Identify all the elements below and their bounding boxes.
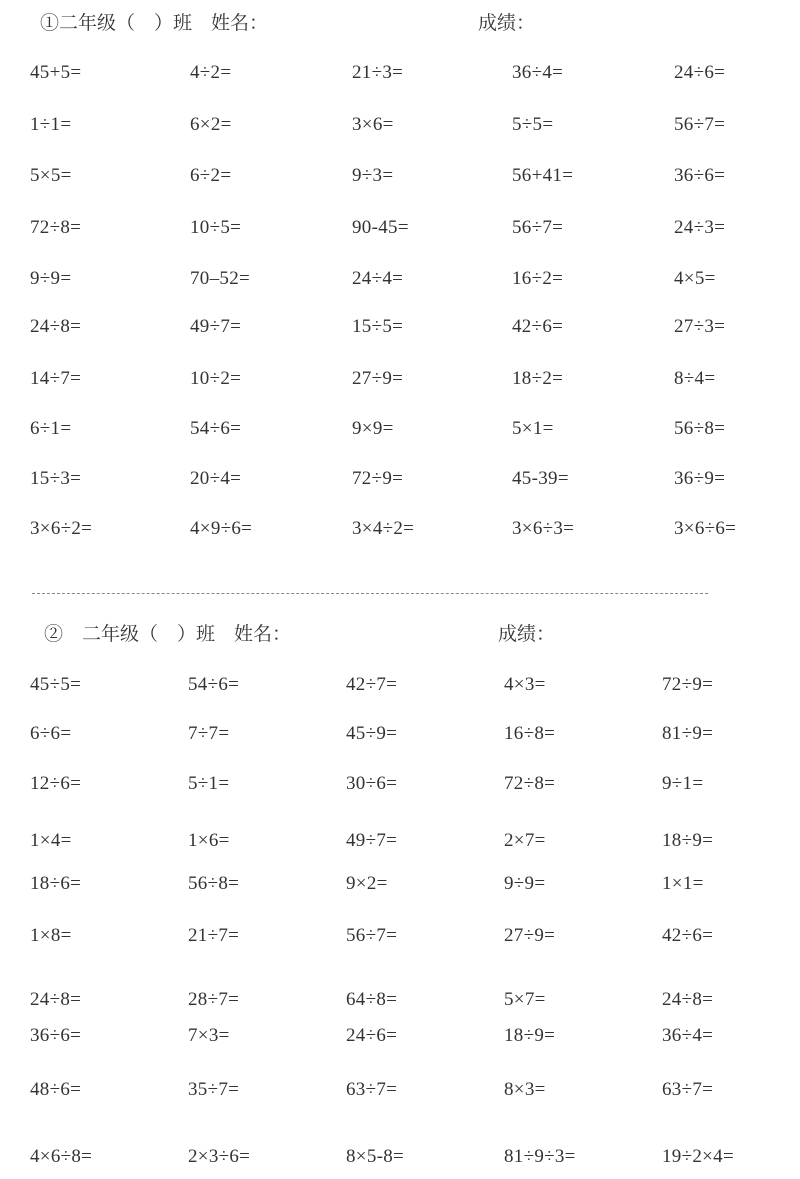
math-problem: 36÷6=: [674, 165, 726, 186]
sheet2-score-label: 成绩：: [498, 623, 556, 645]
math-problem: 6÷6=: [30, 723, 72, 744]
sheet1-row: [0, 114, 800, 144]
math-problem: 70–52=: [190, 268, 251, 289]
math-problem: 16÷2=: [512, 268, 564, 289]
sheet1-row: [0, 468, 800, 498]
math-problem: 9÷1=: [662, 773, 704, 794]
sheet2-row: [0, 723, 800, 753]
math-problem: 90-45=: [352, 217, 409, 238]
math-problem: 56+41=: [512, 165, 574, 186]
math-problem: 56÷7=: [346, 925, 398, 946]
math-problem: 8×5-8=: [346, 1146, 405, 1167]
math-problem: 3×4÷2=: [352, 518, 415, 539]
math-problem: 63÷7=: [346, 1079, 398, 1100]
math-problem: 72÷9=: [662, 674, 714, 695]
math-problem: 3×6÷3=: [512, 518, 575, 539]
math-problem: 6÷1=: [30, 418, 72, 439]
sheet2-row: [0, 1025, 800, 1055]
math-problem: 5×1=: [512, 418, 554, 439]
math-problem: 5÷5=: [512, 114, 554, 135]
math-problem: 24÷4=: [352, 268, 404, 289]
math-problem: 27÷9=: [504, 925, 556, 946]
math-problem: 72÷8=: [504, 773, 556, 794]
math-problem: 2×3÷6=: [188, 1146, 251, 1167]
math-problem: 36÷4=: [512, 62, 564, 83]
math-problem: 81÷9÷3=: [504, 1146, 576, 1167]
math-problem: 8÷4=: [674, 368, 716, 389]
math-problem: 42÷7=: [346, 674, 398, 695]
math-problem: 24÷8=: [30, 989, 82, 1010]
sheet2-row: [0, 1146, 800, 1176]
math-problem: 4÷2=: [190, 62, 232, 83]
sheet2-row: [0, 674, 800, 704]
math-problem: 3×6÷2=: [30, 518, 93, 539]
sheet1-row: [0, 368, 800, 398]
math-problem: 21÷3=: [352, 62, 404, 83]
math-problem: 18÷9=: [662, 830, 714, 851]
math-problem: 45÷9=: [346, 723, 398, 744]
math-problem: 8×3=: [504, 1079, 546, 1100]
math-problem: 24÷3=: [674, 217, 726, 238]
math-problem: 19÷2×4=: [662, 1146, 734, 1167]
math-problem: 9×2=: [346, 873, 388, 894]
sheet2-row: [0, 830, 800, 860]
math-problem: 2×7=: [504, 830, 546, 851]
sheet2-row: [0, 1079, 800, 1109]
math-problem: 36÷9=: [674, 468, 726, 489]
math-problem: 1×4=: [30, 830, 72, 851]
math-problem: 1×1=: [662, 873, 704, 894]
math-problem: 5÷1=: [188, 773, 230, 794]
math-problem: 18÷6=: [30, 873, 82, 894]
sheet1-row: [0, 268, 800, 298]
sheet1-row: [0, 316, 800, 346]
math-problem: 4×3=: [504, 674, 546, 695]
sheet2-header: ② 二年级（ ）班 姓名：: [44, 623, 292, 645]
math-problem: 4×6÷8=: [30, 1146, 93, 1167]
math-problem: 30÷6=: [346, 773, 398, 794]
math-problem: 1÷1=: [30, 114, 72, 135]
math-problem: 4×9÷6=: [190, 518, 253, 539]
math-problem: 27÷3=: [674, 316, 726, 337]
math-problem: 56÷8=: [674, 418, 726, 439]
math-problem: 63÷7=: [662, 1079, 714, 1100]
math-problem: 7×3=: [188, 1025, 230, 1046]
math-problem: 12÷6=: [30, 773, 82, 794]
math-problem: 36÷6=: [30, 1025, 82, 1046]
math-problem: 3×6=: [352, 114, 394, 135]
math-problem: 27÷9=: [352, 368, 404, 389]
math-problem: 18÷2=: [512, 368, 564, 389]
math-problem: 28÷7=: [188, 989, 240, 1010]
math-problem: 54÷6=: [190, 418, 242, 439]
math-problem: 45+5=: [30, 62, 82, 83]
section-divider: [32, 593, 708, 594]
math-problem: 9÷9=: [504, 873, 546, 894]
math-problem: 14÷7=: [30, 368, 82, 389]
math-problem: 49÷7=: [346, 830, 398, 851]
math-problem: 7÷7=: [188, 723, 230, 744]
sheet1-row: [0, 62, 800, 92]
math-problem: 45÷5=: [30, 674, 82, 695]
math-problem: 6÷2=: [190, 165, 232, 186]
math-problem: 45-39=: [512, 468, 569, 489]
math-problem: 9÷3=: [352, 165, 394, 186]
math-problem: 54÷6=: [188, 674, 240, 695]
math-problem: 24÷8=: [662, 989, 714, 1010]
math-problem: 48÷6=: [30, 1079, 82, 1100]
math-problem: 9×9=: [352, 418, 394, 439]
sheet1-row: [0, 165, 800, 195]
math-problem: 72÷8=: [30, 217, 82, 238]
sheet1-row: [0, 217, 800, 247]
math-problem: 18÷9=: [504, 1025, 556, 1046]
math-problem: 3×6÷6=: [674, 518, 737, 539]
sheet2-row: [0, 773, 800, 803]
sheet1-row: [0, 518, 800, 548]
math-problem: 56÷7=: [674, 114, 726, 135]
math-problem: 56÷8=: [188, 873, 240, 894]
math-problem: 21÷7=: [188, 925, 240, 946]
math-problem: 42÷6=: [512, 316, 564, 337]
math-problem: 5×5=: [30, 165, 72, 186]
math-problem: 72÷9=: [352, 468, 404, 489]
math-problem: 49÷7=: [190, 316, 242, 337]
math-problem: 20÷4=: [190, 468, 242, 489]
math-problem: 24÷8=: [30, 316, 82, 337]
sheet1-row: [0, 418, 800, 448]
sheet2-row: [0, 873, 800, 903]
math-problem: 4×5=: [674, 268, 716, 289]
math-problem: 1×8=: [30, 925, 72, 946]
math-problem: 42÷6=: [662, 925, 714, 946]
math-problem: 16÷8=: [504, 723, 556, 744]
sheet2-row: [0, 989, 800, 1019]
math-problem: 15÷5=: [352, 316, 404, 337]
sheet1-header: ①二年级（ ）班 姓名：: [40, 12, 269, 34]
math-problem: 10÷5=: [190, 217, 242, 238]
math-problem: 15÷3=: [30, 468, 82, 489]
math-problem: 1×6=: [188, 830, 230, 851]
math-problem: 24÷6=: [346, 1025, 398, 1046]
math-problem: 81÷9=: [662, 723, 714, 744]
math-problem: 56÷7=: [512, 217, 564, 238]
math-problem: 10÷2=: [190, 368, 242, 389]
math-problem: 9÷9=: [30, 268, 72, 289]
math-problem: 36÷4=: [662, 1025, 714, 1046]
math-problem: 5×7=: [504, 989, 546, 1010]
math-problem: 35÷7=: [188, 1079, 240, 1100]
sheet1-score-label: 成绩：: [478, 12, 536, 34]
math-problem: 6×2=: [190, 114, 232, 135]
math-problem: 24÷6=: [674, 62, 726, 83]
sheet2-row: [0, 925, 800, 955]
math-problem: 64÷8=: [346, 989, 398, 1010]
